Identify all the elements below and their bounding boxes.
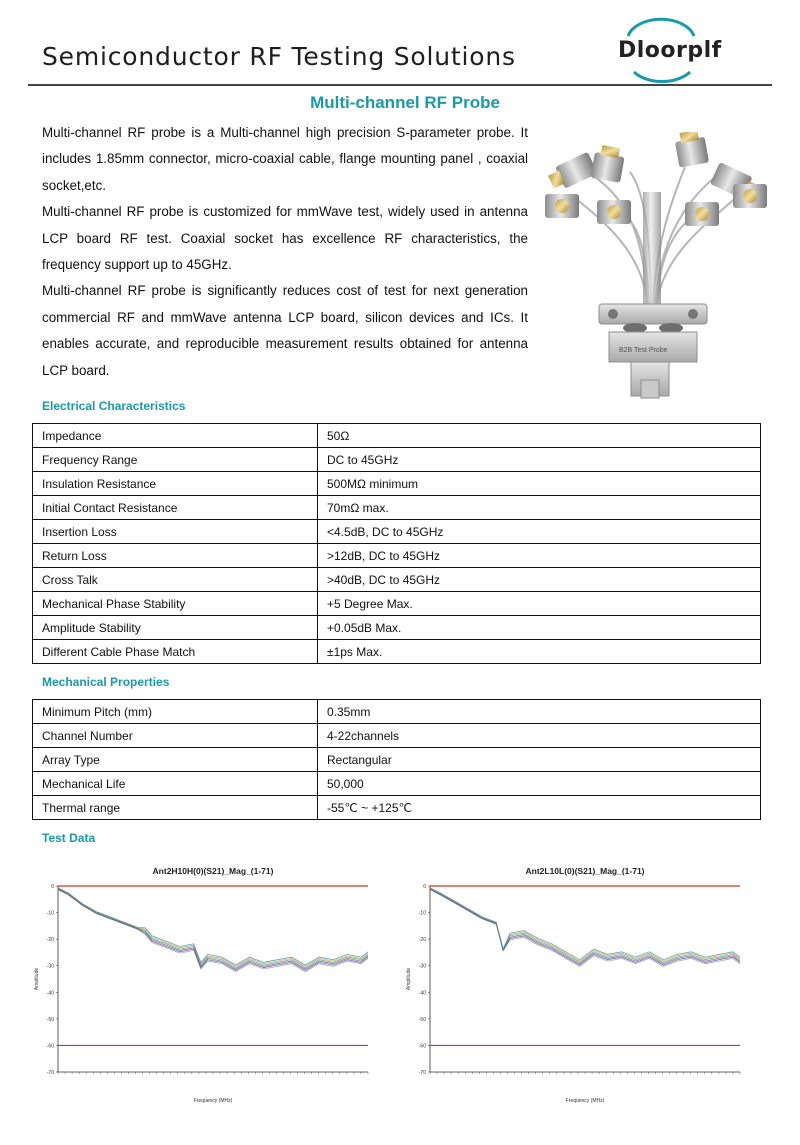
header-divider <box>28 84 772 86</box>
spec-value: 4-22channels <box>318 724 761 748</box>
y-tick-label: -40 <box>46 990 54 997</box>
y-tick-label: -20 <box>46 937 54 944</box>
spec-value: <4.5dB, DC to 45GHz <box>318 520 761 544</box>
spec-name: Initial Contact Resistance <box>33 496 318 520</box>
y-tick-label: 0 <box>423 884 426 890</box>
x-axis-label: Frequency (MHz) <box>565 1098 605 1104</box>
spec-value: +0.05dB Max. <box>318 616 761 640</box>
mechanical-table <box>32 699 761 820</box>
y-axis-label: Amplitude <box>406 967 412 991</box>
spec-value: 0.35mm <box>318 700 761 724</box>
table-row <box>33 700 761 724</box>
spec-name: Array Type <box>33 748 318 772</box>
y-tick-label: -50 <box>418 1016 426 1023</box>
y-tick-label: -30 <box>418 963 426 970</box>
spec-name: Different Cable Phase Match <box>33 640 318 664</box>
table-row <box>33 424 761 448</box>
table-row <box>33 796 761 820</box>
spec-value: DC to 45GHz <box>318 448 761 472</box>
spec-value: -55℃ ~ +125℃ <box>318 796 761 820</box>
spec-name: Cross Talk <box>33 568 318 592</box>
description-paragraph-2: Multi-channel RF probe is customized for mmWave test, widely used in antenna LCP board RF test. Coaxial socket has excellence RF characteristics, the frequency support up to 45GHz. <box>42 204 528 273</box>
series-line <box>430 888 740 960</box>
spec-value: 70mΩ max. <box>318 496 761 520</box>
table-row <box>33 592 761 616</box>
y-tick-label: -50 <box>46 1016 54 1023</box>
spec-value: Rectangular <box>318 748 761 772</box>
test-data-heading: Test Data <box>42 831 96 845</box>
table-row <box>33 520 761 544</box>
description-paragraph-1: Multi-channel RF probe is a Multi-channel high precision S-parameter probe. It includes 1.85mm connector, micro-coaxial cable, flange mounting panel , coaxial socket,etc. <box>42 125 528 193</box>
y-tick-label: -20 <box>418 937 426 944</box>
page-title: Semiconductor RF Testing Solutions <box>42 42 516 71</box>
spec-name: Amplitude Stability <box>33 616 318 640</box>
spec-value: +5 Degree Max. <box>318 592 761 616</box>
spec-name: Thermal range <box>33 796 318 820</box>
spec-value: 50Ω <box>318 424 761 448</box>
probe-image-label: B2B Test Probe <box>619 347 668 354</box>
spec-value: 50,000 <box>318 772 761 796</box>
spec-value: >12dB, DC to 45GHz <box>318 544 761 568</box>
probe-product-image <box>535 132 775 402</box>
product-title: Multi-channel RF Probe <box>310 93 500 112</box>
y-tick-label: -60 <box>418 1043 426 1050</box>
series-line <box>58 888 368 966</box>
spec-value: >40dB, DC to 45GHz <box>318 568 761 592</box>
chart-title: Ant2H10H(0)(S21)_Mag_(1-71) <box>152 866 274 876</box>
series-line <box>58 888 368 965</box>
spec-value: 500MΩ minimum <box>318 472 761 496</box>
spec-name: Return Loss <box>33 544 318 568</box>
description-paragraph-3: Multi-channel RF probe is significantly reduces cost of test for next generation commercial RF and mmWave antenna LCP board, silicon devices and ICs. It enables accurate, and reproducible measurement results obtained for antenna LCP board. <box>42 283 528 378</box>
company-logo <box>612 14 722 86</box>
y-tick-label: 0 <box>51 884 54 890</box>
table-row <box>33 568 761 592</box>
logo-text: Dloorplf <box>618 38 722 63</box>
product-description <box>42 120 528 384</box>
s21-chart-high <box>28 858 398 1108</box>
y-tick-label: -60 <box>46 1043 54 1050</box>
chart-svg <box>400 858 770 1108</box>
spec-name: Minimum Pitch (mm) <box>33 700 318 724</box>
y-tick-label: -70 <box>46 1070 54 1076</box>
y-tick-label: -30 <box>46 963 54 970</box>
s21-chart-low <box>400 858 770 1108</box>
y-tick-label: -70 <box>418 1070 426 1076</box>
spec-name: Frequency Range <box>33 448 318 472</box>
spec-name: Insulation Resistance <box>33 472 318 496</box>
table-row <box>33 748 761 772</box>
y-tick-label: -40 <box>418 990 426 997</box>
series-line <box>430 889 740 963</box>
spec-name: Impedance <box>33 424 318 448</box>
spec-value: ±1ps Max. <box>318 640 761 664</box>
table-row <box>33 472 761 496</box>
table-row <box>33 616 761 640</box>
chart-svg <box>28 858 398 1108</box>
mechanical-heading: Mechanical Properties <box>42 675 170 689</box>
y-tick-label: -10 <box>46 910 54 917</box>
electrical-table <box>32 423 761 664</box>
table-row <box>33 640 761 664</box>
table-row <box>33 496 761 520</box>
y-tick-label: -10 <box>418 910 426 917</box>
series-line <box>58 889 368 968</box>
spec-name: Mechanical Phase Stability <box>33 592 318 616</box>
x-axis-label: Frequency (MHz) <box>193 1098 233 1104</box>
table-row <box>33 448 761 472</box>
chart-title: Ant2L10L(0)(S21)_Mag_(1-71) <box>525 866 645 876</box>
spec-name: Insertion Loss <box>33 520 318 544</box>
series-line <box>430 888 740 961</box>
table-row <box>33 544 761 568</box>
table-row <box>33 772 761 796</box>
spec-name: Mechanical Life <box>33 772 318 796</box>
y-axis-label: Amplitude <box>34 967 40 991</box>
electrical-heading: Electrical Characteristics <box>42 399 186 413</box>
spec-name: Channel Number <box>33 724 318 748</box>
table-row <box>33 724 761 748</box>
